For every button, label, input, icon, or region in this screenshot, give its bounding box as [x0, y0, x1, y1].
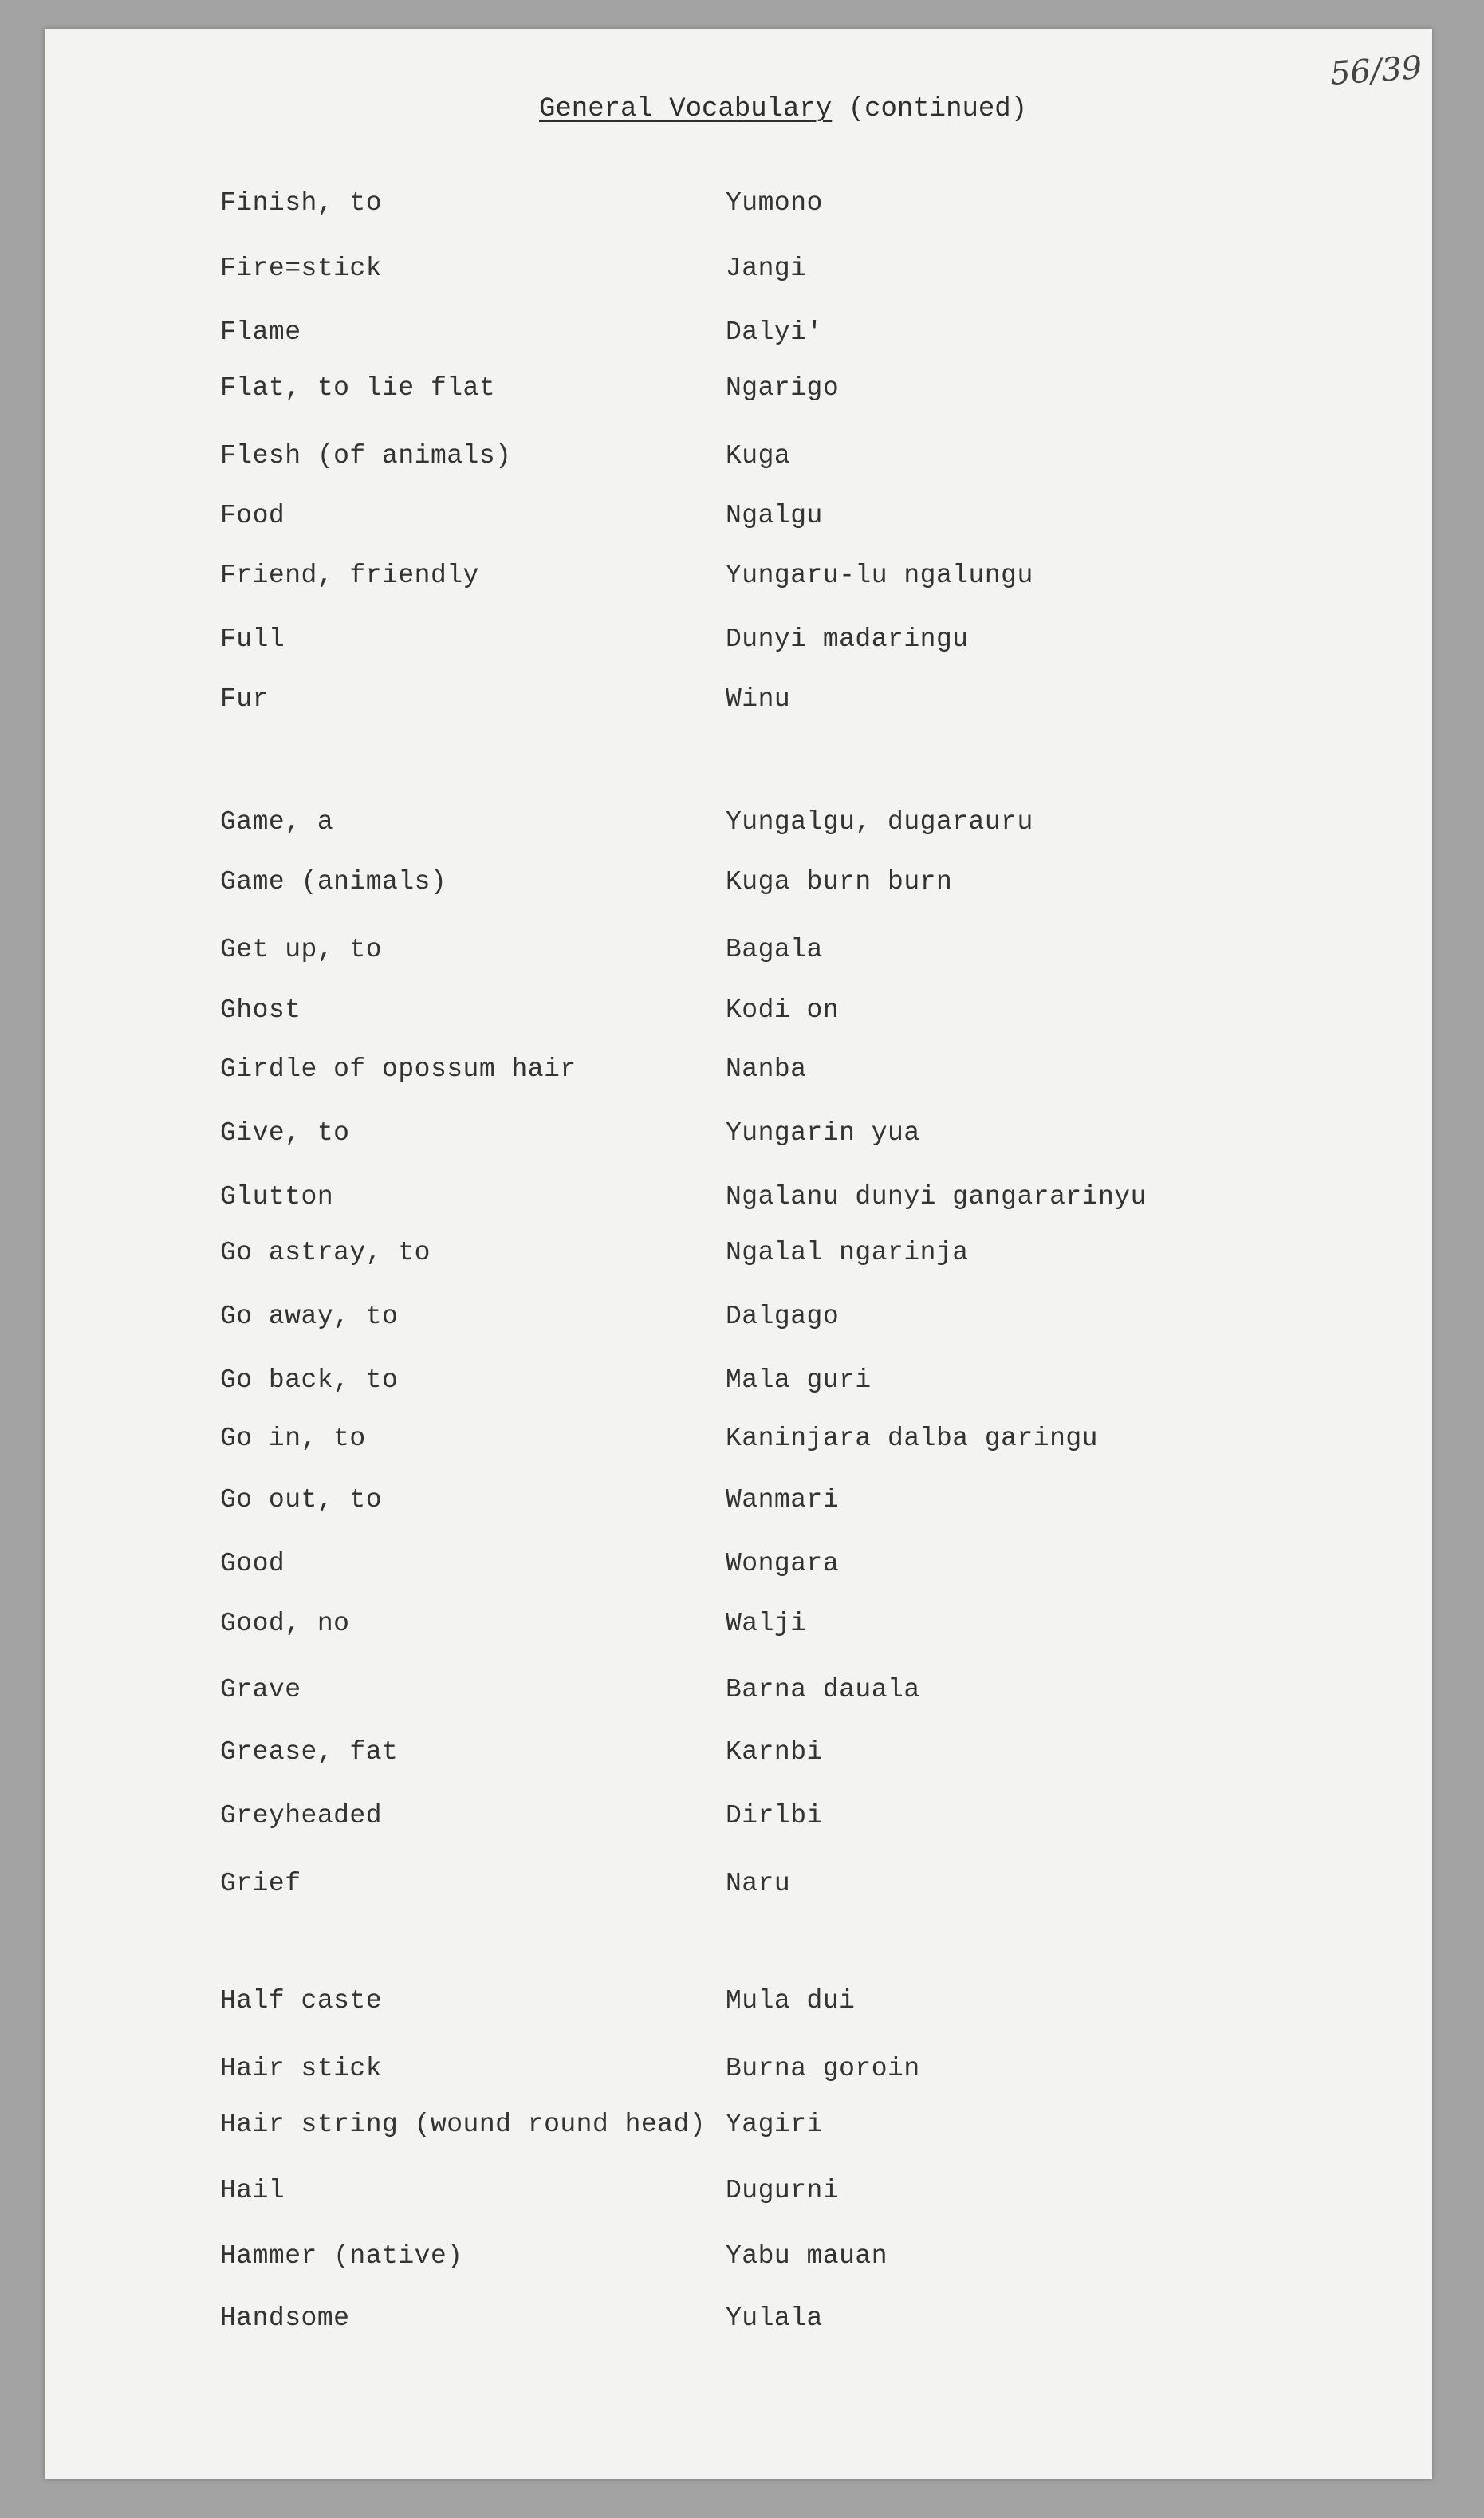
- vocabulary-entry: [0, 807, 1484, 847]
- native-translation: Yagiri: [726, 2110, 823, 2139]
- english-term: Fur: [220, 684, 269, 714]
- native-translation: Burna goroin: [726, 2054, 920, 2083]
- native-translation: Dalgago: [726, 1302, 840, 1331]
- vocabulary-entry: [0, 1869, 1484, 1909]
- vocabulary-entry: [0, 625, 1484, 664]
- native-translation: Kaninjara dalba garingu: [726, 1424, 1098, 1453]
- english-term: Game, a: [220, 807, 334, 837]
- native-translation: Ngalanu dunyi gangararinyu: [726, 1182, 1147, 1212]
- native-translation: Ngarigo: [726, 373, 840, 403]
- page-title: [539, 94, 1027, 124]
- vocabulary-entry: [0, 2176, 1484, 2216]
- vocabulary-entry: [0, 1365, 1484, 1405]
- native-translation: Yulala: [726, 2303, 823, 2333]
- native-translation: Naru: [726, 1869, 791, 1898]
- native-translation: Kuga: [726, 441, 791, 471]
- english-term: Friend, friendly: [220, 561, 479, 590]
- english-term: Game (animals): [220, 867, 447, 896]
- native-translation: Kodi on: [726, 995, 840, 1025]
- vocabulary-entry: [0, 1054, 1484, 1094]
- native-translation: Kuga burn burn: [726, 867, 953, 896]
- native-translation: Dalyi': [726, 317, 823, 347]
- english-term: Go astray, to: [220, 1238, 431, 1267]
- vocabulary-entry: [0, 1801, 1484, 1841]
- native-translation: Dirlbi: [726, 1801, 823, 1830]
- native-translation: Jangi: [726, 254, 807, 283]
- native-translation: Mala guri: [726, 1365, 872, 1395]
- english-term: Get up, to: [220, 935, 383, 964]
- native-translation: Dunyi madaringu: [726, 625, 969, 654]
- vocabulary-entry: [0, 2054, 1484, 2094]
- vocabulary-entry: [0, 2110, 1484, 2150]
- native-translation: Yungalgu, dugarauru: [726, 807, 1033, 837]
- vocabulary-entry: [0, 501, 1484, 541]
- english-term: Go out, to: [220, 1485, 383, 1515]
- vocabulary-entry: [0, 188, 1484, 228]
- vocabulary-entry: [0, 1675, 1484, 1715]
- native-translation: Ngalal ngarinja: [726, 1238, 969, 1267]
- english-term: Hail: [220, 2176, 285, 2205]
- vocabulary-entry: [0, 995, 1484, 1035]
- native-translation: Wongara: [726, 1549, 840, 1578]
- english-term: Glutton: [220, 1182, 334, 1212]
- english-term: Fire=stick: [220, 254, 383, 283]
- native-translation: Winu: [726, 684, 791, 714]
- vocabulary-entry: [0, 254, 1484, 294]
- vocabulary-entry: [0, 1238, 1484, 1278]
- vocabulary-entry: [0, 1737, 1484, 1777]
- page-number: 56/39: [1329, 49, 1423, 93]
- english-term: Go back, to: [220, 1365, 399, 1395]
- english-term: Ghost: [220, 995, 301, 1025]
- native-translation: Karnbi: [726, 1737, 823, 1767]
- vocabulary-entry: [0, 1118, 1484, 1158]
- english-term: Grease, fat: [220, 1737, 399, 1767]
- native-translation: Yungarin yua: [726, 1118, 920, 1148]
- vocabulary-entry: [0, 1182, 1484, 1222]
- vocabulary-entry: [0, 1302, 1484, 1342]
- vocabulary-entry: [0, 1609, 1484, 1649]
- english-term: Hair stick: [220, 2054, 383, 2083]
- english-term: Greyheaded: [220, 1801, 383, 1830]
- english-term: Give, to: [220, 1118, 350, 1148]
- native-translation: Barna dauala: [726, 1675, 920, 1704]
- title-suffix: (continued): [832, 94, 1028, 124]
- native-translation: Bagala: [726, 935, 823, 964]
- english-term: Finish, to: [220, 188, 383, 218]
- native-translation: Nanba: [726, 1054, 807, 1084]
- english-term: Flesh (of animals): [220, 441, 512, 471]
- native-translation: Dugurni: [726, 2176, 840, 2205]
- english-term: Girdle of opossum hair: [220, 1054, 577, 1084]
- vocabulary-entry: [0, 441, 1484, 481]
- english-term: Good: [220, 1549, 285, 1578]
- vocabulary-entry: [0, 867, 1484, 907]
- title-main: General Vocabulary: [539, 94, 833, 124]
- vocabulary-entry: [0, 2303, 1484, 2343]
- native-translation: Ngalgu: [726, 501, 823, 530]
- vocabulary-entry: [0, 317, 1484, 357]
- native-translation: Yungaru-lu ngalungu: [726, 561, 1033, 590]
- vocabulary-entry: [0, 1485, 1484, 1525]
- vocabulary-entry: [0, 1424, 1484, 1464]
- english-term: Hammer (native): [220, 2241, 463, 2271]
- english-term: Grief: [220, 1869, 301, 1898]
- vocabulary-entry: [0, 561, 1484, 601]
- native-translation: Walji: [726, 1609, 807, 1638]
- english-term: Hair string (wound round head): [220, 2110, 707, 2139]
- english-term: Go away, to: [220, 1302, 399, 1331]
- english-term: Handsome: [220, 2303, 350, 2333]
- native-translation: Wanmari: [726, 1485, 840, 1515]
- english-term: Flame: [220, 317, 301, 347]
- english-term: Full: [220, 625, 285, 654]
- vocabulary-entry: [0, 684, 1484, 724]
- english-term: Grave: [220, 1675, 301, 1704]
- english-term: Flat, to lie flat: [220, 373, 496, 403]
- native-translation: Yabu mauan: [726, 2241, 888, 2271]
- english-term: Good, no: [220, 1609, 350, 1638]
- vocabulary-entry: [0, 373, 1484, 413]
- vocabulary-entry: [0, 1986, 1484, 2026]
- english-term: Half caste: [220, 1986, 383, 2016]
- vocabulary-entry: [0, 1549, 1484, 1589]
- native-translation: Yumono: [726, 188, 823, 218]
- vocabulary-entry: [0, 935, 1484, 975]
- english-term: Food: [220, 501, 285, 530]
- english-term: Go in, to: [220, 1424, 366, 1453]
- native-translation: Mula dui: [726, 1986, 856, 2016]
- vocabulary-entry: [0, 2241, 1484, 2281]
